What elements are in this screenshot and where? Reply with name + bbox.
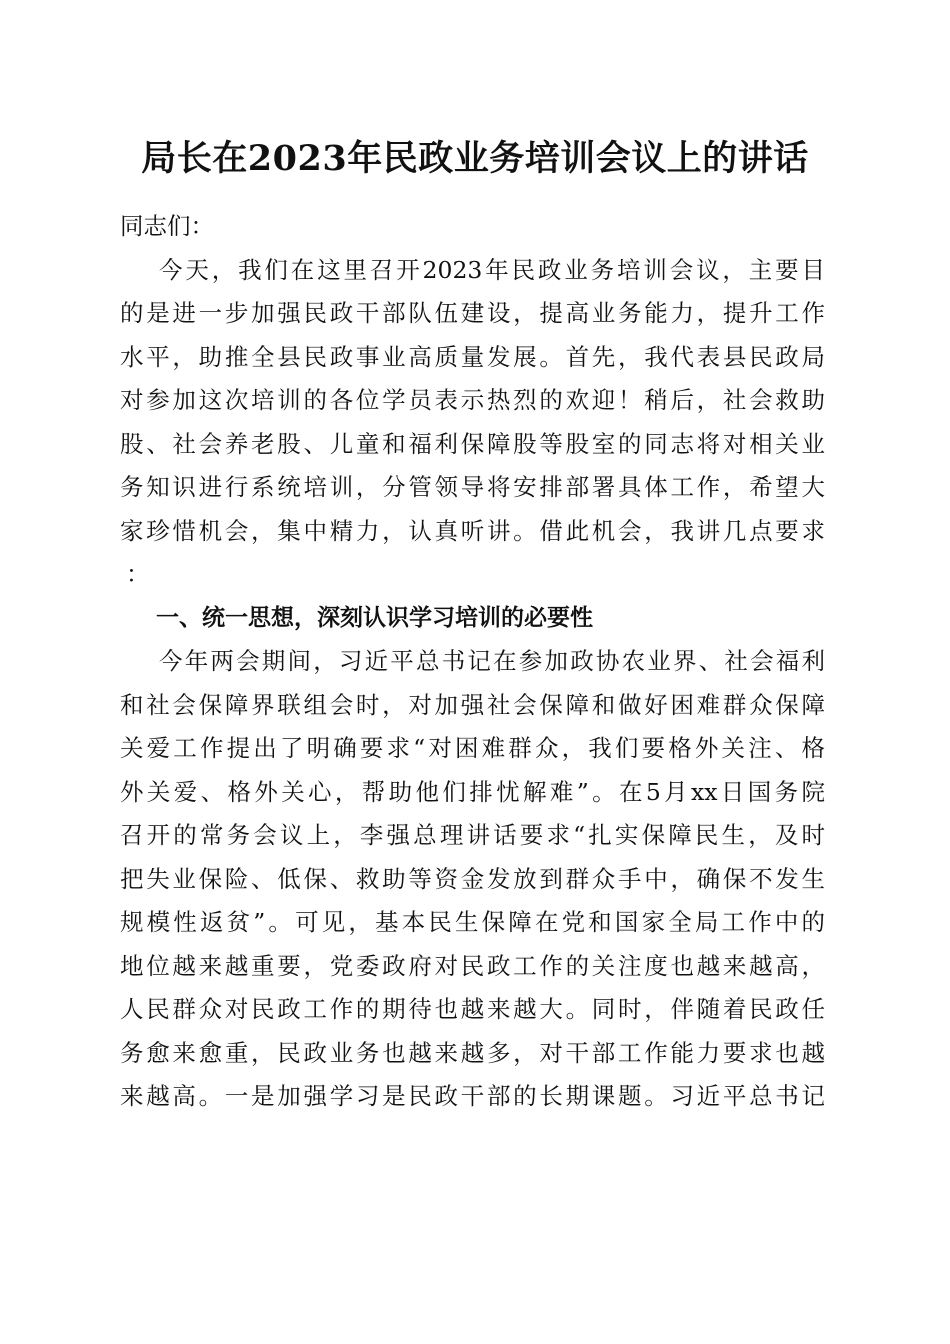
document-body [120,205,825,1119]
paragraph-line: 今天，我们在这里召开2023年民政业务培训会议，主要目 [159,255,825,284]
paragraph-line: 规模性返贫”。可见，基本民生保障在党和国家全局工作中的 [120,908,825,936]
paragraph-line: 地位越来越重要，党委政府对民政工作的关注度也越来越高， [120,951,825,980]
page-title: 局长在2023年民政业务培训会议上的讲话 [141,138,809,179]
paragraph-line: 股、社会养老股、儿童和福利保障股等股室的同志将对相关业 [120,429,825,458]
paragraph-line: 务愈来愈重，民政业务也越来越多，对干部工作能力要求也越 [120,1038,825,1067]
paragraph-line: ： [126,560,150,588]
paragraph-line: 来越高。一是加强学习是民政干部的长期课题。习近平总书记 [120,1082,825,1110]
paragraph-line: 人民群众对民政工作的期待也越来越大。同时，伴随着民政任 [120,995,825,1023]
paragraph-line: 外关爱、格外关心，帮助他们排忧解难”。在5月xx日国务院 [120,777,825,806]
paragraph-line: 务知识进行系统培训，分管领导将安排部署具体工作，希望大 [120,473,825,501]
paragraph-line: 的是进一步加强民政干部队伍建设，提高业务能力，提升工作 [120,299,825,327]
salutation: 同志们： [120,212,214,240]
paragraph-line: 和社会保障界联组会时，对加强社会保障和做好困难群众保障 [120,690,825,719]
section-heading: 一、统一思想，深刻认识学习培训的必要性 [156,604,593,631]
paragraph-2 [120,640,825,1119]
paragraph-line: 关爱工作提出了明确要求“对困难群众，我们要格外关注、格 [120,734,825,762]
paragraph-line: 对参加这次培训的各位学员表示热烈的欢迎！稍后，社会救助 [120,386,825,414]
paragraph-line: 召开的常务会议上，李强总理讲话要求“扎实保障民生，及时 [120,821,825,849]
paragraph-line: 家珍惜机会，集中精力，认真听讲。借此机会，我讲几点要求 [120,516,825,545]
paragraph-line: 把失业保险、低保、救助等资金发放到群众手中，确保不发生 [120,864,825,893]
paragraph-line: 今年两会期间，习近平总书记在参加政协农业界、社会福利 [159,647,825,675]
paragraph-1 [120,249,825,597]
paragraph-line: 水平，助推全县民政事业高质量发展。首先，我代表县民政局 [120,342,825,371]
